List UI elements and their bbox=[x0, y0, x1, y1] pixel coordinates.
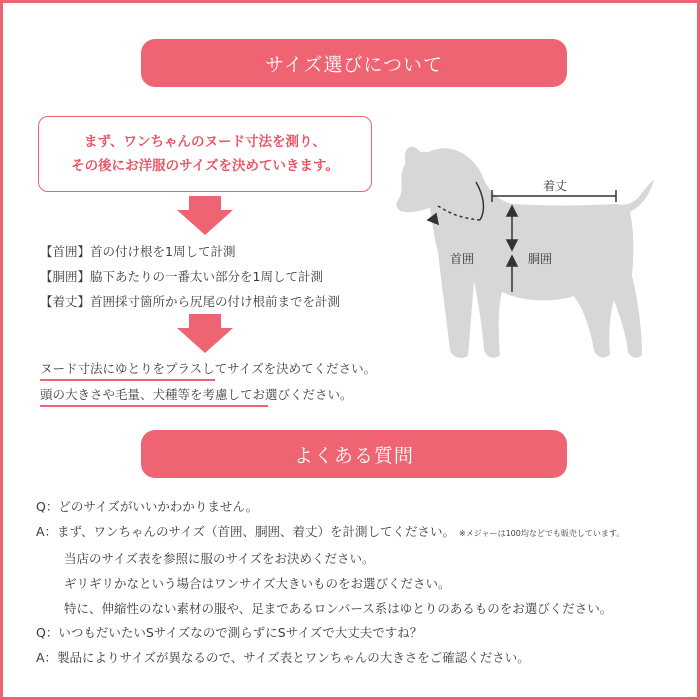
step-length: 【着丈】首囲採寸箇所から尻尾の付け根前までを計測 bbox=[40, 294, 341, 309]
intro-line-1: まず、ワンちゃんのヌード寸法を測り、 bbox=[84, 134, 326, 150]
intro-callout bbox=[38, 116, 372, 192]
faq-block-2 bbox=[36, 620, 530, 670]
faq-block-1 bbox=[36, 494, 624, 621]
note-underline-1 bbox=[40, 379, 215, 381]
faq-answer-1-line-2: 当店のサイズ表を参照に服のサイズをお決めください。 bbox=[64, 551, 375, 566]
down-arrow-icon bbox=[175, 196, 235, 236]
note-underline-2 bbox=[40, 405, 268, 407]
note-line-2: 頭の大きさや毛量、犬種等を考慮してお選びください。 bbox=[40, 387, 353, 402]
neck-label: 首囲 bbox=[450, 252, 475, 266]
down-arrow-icon bbox=[175, 314, 235, 354]
note-line-1: ヌード寸法にゆとりをプラスしてサイズを決めてください。 bbox=[40, 361, 377, 376]
faq-answer-1-line-3: ギリギリかなという場合はワンサイズ大きいものをお選びください。 bbox=[64, 576, 451, 591]
dog-silhouette bbox=[396, 144, 654, 358]
size-guide-title: サイズ選びについて bbox=[141, 39, 567, 87]
measurement-steps bbox=[40, 239, 340, 314]
length-label: 着丈 bbox=[543, 179, 568, 193]
step-neck: 【首囲】首の付け根を1周して計測 bbox=[40, 244, 236, 259]
faq-answer-1 bbox=[36, 519, 624, 546]
faq-title: よくある質問 bbox=[141, 430, 567, 478]
step-chest: 【胴囲】脇下あたりの一番太い部分を1周して計測 bbox=[40, 269, 323, 284]
faq-answer-1-line-1: A：まず、ワンちゃんのサイズ（首囲、胴囲、着丈）を計測してください。 bbox=[36, 524, 456, 539]
faq-question-2: Q：いつもだいたいSサイズなので測らずにSサイズで大丈夫ですね？ bbox=[36, 625, 423, 640]
faq-answer-2: A：製品によりサイズが異なるので、サイズ表とワンちゃんの大きさをご確認ください。 bbox=[36, 650, 530, 665]
dog-measurement-diagram bbox=[388, 120, 668, 375]
faq-answer-1-line-4: 特に、伸縮性のない素材の服や、足まであるロンパース系はゆとりのあるものをお選びください。 bbox=[64, 601, 613, 616]
intro-line-2: その後にお洋服のサイズを決めていきます。 bbox=[71, 158, 339, 174]
faq-question-1: Q：どのサイズがいいかわかりません。 bbox=[36, 499, 259, 514]
chest-label: 胴囲 bbox=[528, 252, 553, 266]
faq-answer-1-note: ※メジャーは100均などでも販売しています。 bbox=[459, 529, 625, 538]
